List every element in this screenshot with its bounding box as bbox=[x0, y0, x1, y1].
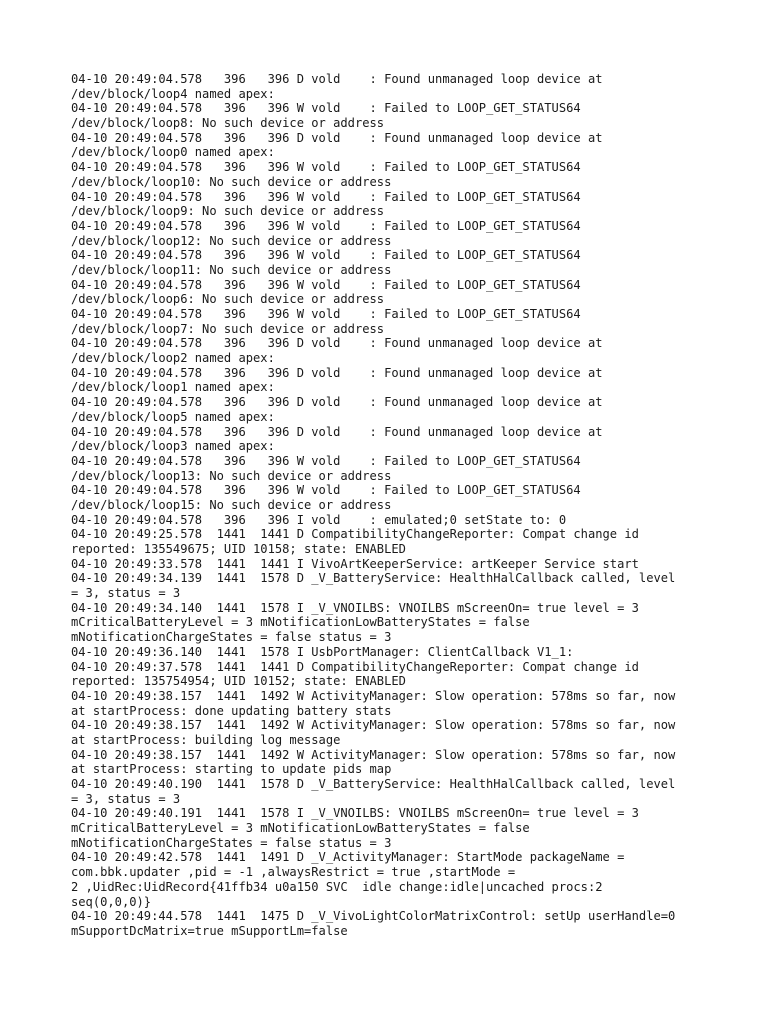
log-line: /dev/block/loop4 named apex: bbox=[71, 86, 275, 101]
log-line: = 3, status = 3 bbox=[71, 586, 181, 601]
log-line: mSupportDcMatrix=true mSupportLm=false bbox=[71, 923, 348, 938]
log-line: = 3, status = 3 bbox=[71, 791, 181, 806]
log-line: /dev/block/loop10: No such device or address bbox=[71, 174, 392, 189]
log-line: 04-10 20:49:04.578 396 396 W vold : Failed to LOOP_GET_STATUS64 bbox=[71, 189, 581, 204]
log-line: 04-10 20:49:04.578 396 396 W vold : Failed to LOOP_GET_STATUS64 bbox=[71, 453, 581, 468]
log-line: com.bbk.updater ,pid = -1 ,alwaysRestrict = true ,startMode = bbox=[71, 865, 516, 880]
log-line: 04-10 20:49:04.578 396 396 D vold : Found unmanaged loop device at bbox=[71, 395, 603, 410]
log-line: 04-10 20:49:04.578 396 396 I vold : emulated;0 setState to: 0 bbox=[71, 512, 567, 527]
log-line: /dev/block/loop15: No such device or address bbox=[71, 497, 392, 512]
log-line: 04-10 20:49:38.157 1441 1492 W ActivityManager: Slow operation: 578ms so far, now bbox=[71, 718, 676, 733]
log-line: 04-10 20:49:38.157 1441 1492 W ActivityManager: Slow operation: 578ms so far, now bbox=[71, 688, 676, 703]
log-line: 04-10 20:49:33.578 1441 1441 I VivoArtKeeperService: artKeeper Service start bbox=[71, 556, 639, 571]
log-text-block bbox=[71, 72, 711, 939]
log-line: /dev/block/loop0 named apex: bbox=[71, 145, 275, 160]
log-line: 04-10 20:49:36.140 1441 1578 I UsbPortManager: ClientCallback V1_1: bbox=[71, 644, 574, 659]
log-line: at startProcess: building log message bbox=[71, 732, 341, 747]
log-line: 04-10 20:49:40.190 1441 1578 D _V_BatteryService: HealthHalCallback called, level bbox=[71, 777, 676, 791]
log-line: /dev/block/loop3 named apex: bbox=[71, 439, 275, 454]
log-line: at startProcess: starting to update pids map bbox=[71, 762, 392, 777]
log-line: /dev/block/loop11: No such device or address bbox=[71, 262, 392, 277]
log-line: 04-10 20:49:34.140 1441 1578 I _V_VNOILBS: VNOILBS mScreenOn= true level = 3 bbox=[71, 600, 639, 615]
log-line: /dev/block/loop6: No such device or address bbox=[71, 292, 385, 307]
log-line: seq(0,0,0)} bbox=[71, 894, 152, 909]
log-line: reported: 135754954; UID 10152; state: ENABLED bbox=[71, 674, 406, 689]
log-line: 04-10 20:49:34.139 1441 1578 D _V_BatteryService: HealthHalCallback called, level bbox=[71, 571, 676, 586]
log-line: 04-10 20:49:04.578 396 396 D vold : Found unmanaged loop device at bbox=[71, 336, 603, 351]
log-line: /dev/block/loop2 named apex: bbox=[71, 351, 275, 366]
log-line: /dev/block/loop8: No such device or address bbox=[71, 116, 385, 131]
log-line: 04-10 20:49:04.578 396 396 W vold : Failed to LOOP_GET_STATUS64 bbox=[71, 483, 581, 498]
log-line: at startProcess: done updating battery stats bbox=[71, 703, 392, 718]
log-line: 04-10 20:49:04.578 396 396 W vold : Failed to LOOP_GET_STATUS64 bbox=[71, 248, 581, 263]
log-line: 04-10 20:49:40.191 1441 1578 I _V_VNOILBS: VNOILBS mScreenOn= true level = 3 bbox=[71, 806, 639, 821]
log-line: 04-10 20:49:04.578 396 396 D vold : Found unmanaged loop device at bbox=[71, 365, 603, 380]
log-line: 04-10 20:49:04.578 396 396 W vold : Failed to LOOP_GET_STATUS64 bbox=[71, 101, 581, 116]
log-line: 04-10 20:49:42.578 1441 1491 D _V_ActivityManager: StartMode packageName = bbox=[71, 850, 625, 865]
log-line: 04-10 20:49:37.578 1441 1441 D CompatibilityChangeReporter: Compat change id bbox=[71, 659, 639, 674]
log-line: /dev/block/loop9: No such device or address bbox=[71, 204, 385, 219]
log-line: 04-10 20:49:04.578 396 396 D vold : Found unmanaged loop device at bbox=[71, 424, 603, 439]
log-line: /dev/block/loop1 named apex: bbox=[71, 380, 275, 395]
log-line: 04-10 20:49:38.157 1441 1492 W ActivityManager: Slow operation: 578ms so far, now bbox=[71, 747, 676, 762]
log-line: /dev/block/loop13: No such device or address bbox=[71, 468, 392, 483]
log-line: 04-10 20:49:04.578 396 396 W vold : Failed to LOOP_GET_STATUS64 bbox=[71, 277, 581, 292]
log-line: mNotificationChargeStates = false status = 3 bbox=[71, 835, 392, 850]
log-line: 04-10 20:49:44.578 1441 1475 D _V_VivoLightColorMatrixControl: setUp userHandle=0 bbox=[71, 909, 676, 924]
log-line: 04-10 20:49:04.578 396 396 D vold : Found unmanaged loop device at bbox=[71, 130, 603, 145]
log-line: 04-10 20:49:04.578 396 396 D vold : Found unmanaged loop device at bbox=[71, 72, 603, 86]
log-line: 04-10 20:49:25.578 1441 1441 D CompatibilityChangeReporter: Compat change id bbox=[71, 527, 639, 542]
log-line: 04-10 20:49:04.578 396 396 W vold : Failed to LOOP_GET_STATUS64 bbox=[71, 307, 581, 321]
log-line: 2 ,UidRec:UidRecord{41ffb34 u0a150 SVC idle change:idle|uncached procs:2 bbox=[71, 879, 603, 894]
log-line: 04-10 20:49:04.578 396 396 W vold : Failed to LOOP_GET_STATUS64 bbox=[71, 160, 581, 175]
log-line: mNotificationChargeStates = false status = 3 bbox=[71, 630, 392, 645]
log-line: mCriticalBatteryLevel = 3 mNotificationLowBatteryStates = false bbox=[71, 615, 530, 630]
log-line: 04-10 20:49:04.578 396 396 W vold : Failed to LOOP_GET_STATUS64 bbox=[71, 218, 581, 233]
log-line: /dev/block/loop7: No such device or address bbox=[71, 321, 385, 336]
log-line: mCriticalBatteryLevel = 3 mNotificationLowBatteryStates = false bbox=[71, 821, 530, 836]
log-line: /dev/block/loop12: No such device or address bbox=[71, 233, 392, 248]
log-line: /dev/block/loop5 named apex: bbox=[71, 409, 275, 424]
log-line: reported: 135549675; UID 10158; state: ENABLED bbox=[71, 542, 406, 556]
